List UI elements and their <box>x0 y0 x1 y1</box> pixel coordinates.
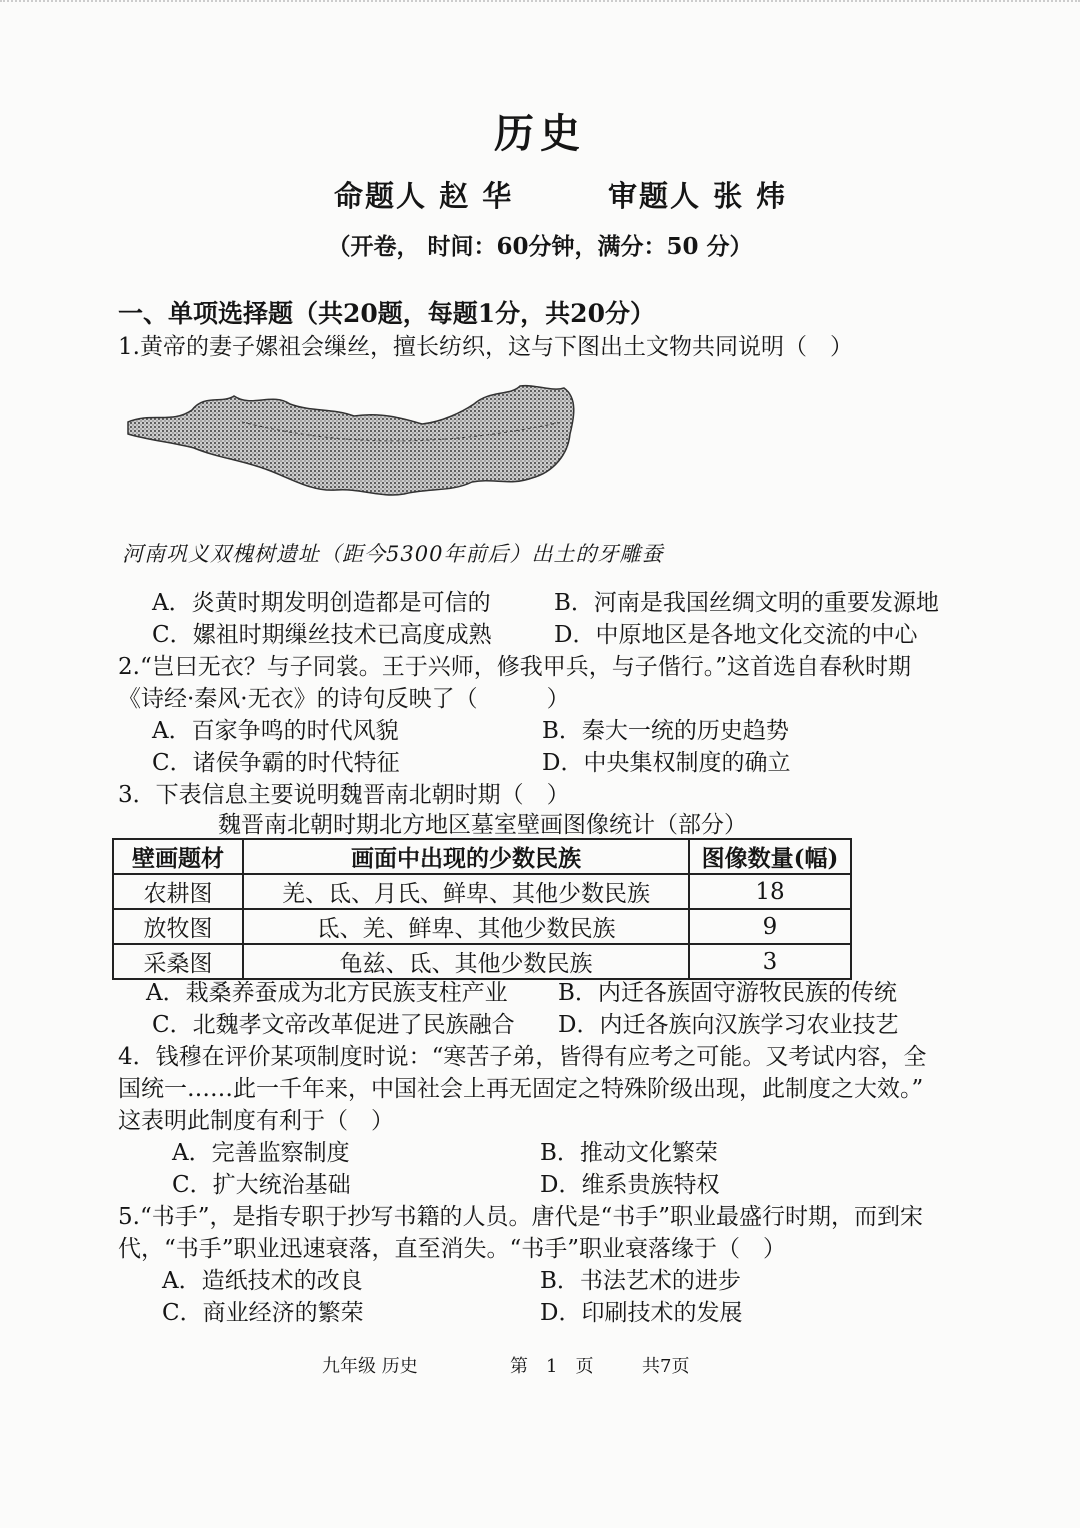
table-cell: 18 <box>689 874 851 909</box>
q5-stem-line1: 5.“书手”，是指专职于抄写书籍的人员。唐代是“书手”职业最盛行时期，而到宋 <box>118 1204 923 1230</box>
table-cell: 农耕图 <box>113 874 243 909</box>
q3-table-caption: 魏晋南北朝时期北方地区墓室壁画图像统计（部分） <box>218 812 747 838</box>
table-header: 画面中出现的少数民族 <box>243 839 689 874</box>
table-header: 图像数量(幅) <box>689 839 851 874</box>
q2-option-c: C．诸侯争霸的时代特征 <box>152 750 400 776</box>
table-cell: 3 <box>689 944 851 979</box>
question-reviewer: 审题人 张 炜 <box>608 179 788 213</box>
q3-stem: 3．下表信息主要说明魏晋南北朝时期（ ） <box>118 782 570 808</box>
q3-option-c: C．北魏孝文帝改革促进了民族融合 <box>152 1012 515 1038</box>
page-title: 历史 <box>494 110 586 157</box>
q5-option-a: A．造纸技术的改良 <box>162 1268 363 1294</box>
table-header-row <box>113 839 851 874</box>
q2-stem-line2: 《诗经·秦风·无衣》的诗句反映了（ ） <box>118 686 570 712</box>
q4-option-d: D．维系贵族特权 <box>540 1172 720 1198</box>
q4-option-b: B．推动文化繁荣 <box>540 1140 718 1166</box>
q2-stem-line1: 2.“岂曰无衣？与子同裳。王于兴师，修我甲兵，与子偕行。”这首选自春秋时期 <box>118 654 911 680</box>
q3-option-d: D．内迁各族向汉族学习农业技艺 <box>558 1012 899 1038</box>
q1-option-a: A．炎黄时期发明创造都是可信的 <box>152 590 491 616</box>
scan-edge <box>0 0 1080 10</box>
q1-option-b: B．河南是我国丝绸文明的重要发源地 <box>554 590 939 616</box>
table-row <box>113 909 851 944</box>
q1-option-d: D．中原地区是各地文化交流的中心 <box>554 622 918 648</box>
q1-option-c: C．嫘祖时期缫丝技术已高度成熟 <box>152 622 492 648</box>
q2-option-b: B．秦大一统的历史趋势 <box>542 718 789 744</box>
q4-option-a: A．完善监察制度 <box>172 1140 350 1166</box>
footer-page-number: 第 1 页 <box>510 1356 594 1377</box>
ivory-silkworm-image <box>122 382 584 512</box>
q4-stem-line3: 这表明此制度有利于（ ） <box>118 1108 394 1134</box>
q2-option-a: A．百家争鸣的时代风貌 <box>152 718 399 744</box>
table-cell: 采桑图 <box>113 944 243 979</box>
mural-statistics-table <box>112 838 852 980</box>
q5-option-b: B．书法艺术的进步 <box>540 1268 741 1294</box>
q5-option-c: C．商业经济的繁荣 <box>162 1300 364 1326</box>
table-cell: 9 <box>689 909 851 944</box>
q3-option-a: A．栽桑养蚕成为北方民族支柱产业 <box>146 980 508 1006</box>
table-cell: 羌、氐、月氏、鲜卑、其他少数民族 <box>243 874 689 909</box>
q5-stem-line2: 代，“书手”职业迅速衰落，直至消失。“书手”职业衰落缘于（ ） <box>118 1236 787 1262</box>
question-setter: 命题人 赵 华 <box>334 179 514 213</box>
q4-stem-line2: 国统一……此一千年来，中国社会上再无固定之特殊阶级出现，此制度之大效。” <box>118 1076 924 1102</box>
table-cell: 龟兹、氐、其他少数民族 <box>243 944 689 979</box>
section-title: 一、单项选择题（共20题，每题1分，共20分） <box>118 299 655 328</box>
table-row <box>113 874 851 909</box>
footer-grade-subject: 九年级 历史 <box>322 1356 418 1377</box>
footer-total-pages: 共7页 <box>642 1356 690 1377</box>
q1-stem: 1.黄帝的妻子嫘祖会缫丝，擅长纺织，这与下图出土文物共同说明（ ） <box>118 334 853 360</box>
table-header: 壁画题材 <box>113 839 243 874</box>
table-cell: 氐、羌、鲜卑、其他少数民族 <box>243 909 689 944</box>
table-cell: 放牧图 <box>113 909 243 944</box>
q3-option-b: B．内迁各族固守游牧民族的传统 <box>558 980 897 1006</box>
q4-stem-line1: 4．钱穆在评价某项制度时说：“寒苦子弟，皆得有应考之可能。又考试内容，全 <box>118 1044 927 1070</box>
q5-option-d: D．印刷技术的发展 <box>540 1300 743 1326</box>
q2-option-d: D．中央集权制度的确立 <box>542 750 791 776</box>
q4-option-c: C．扩大统治基础 <box>172 1172 351 1198</box>
exam-info: （开卷， 时间：60分钟，满分：50 分） <box>327 233 753 260</box>
q1-image-caption: 河南巩义双槐树遗址（距今5300年前后）出土的牙雕蚕 <box>122 542 664 566</box>
